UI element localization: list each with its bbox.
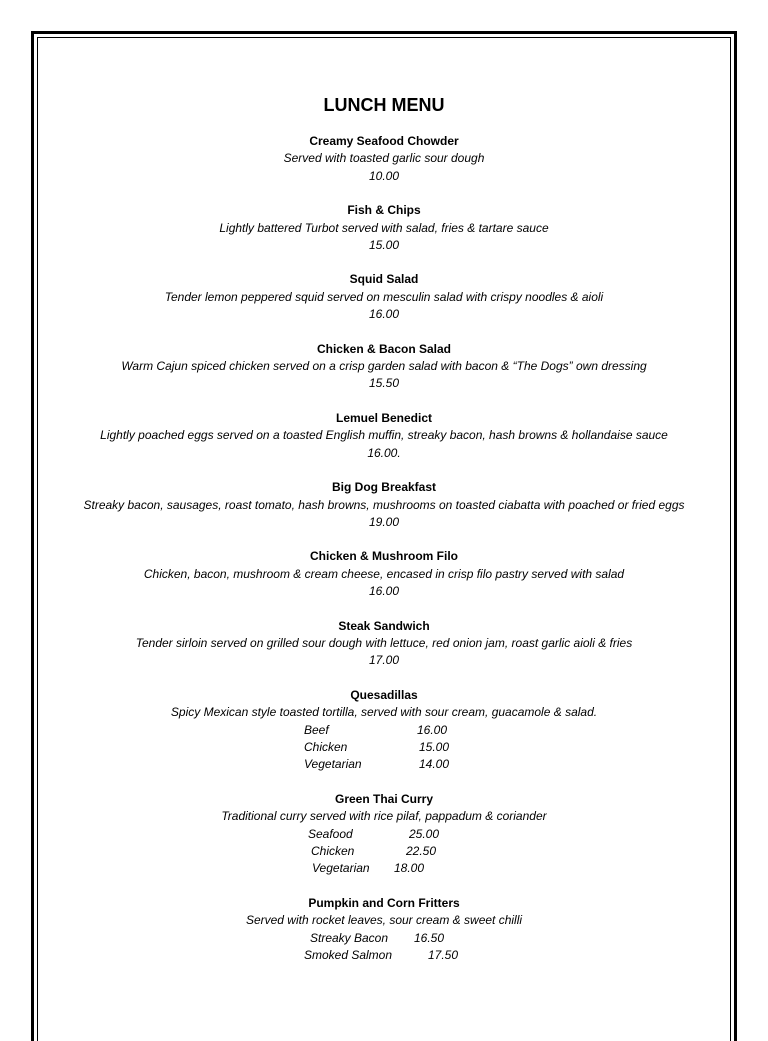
item-option bbox=[302, 843, 439, 860]
item-price: 17.00 bbox=[368, 653, 400, 668]
option-label: Smoked Salmon bbox=[303, 948, 393, 963]
menu-title: LUNCH MENU bbox=[323, 95, 445, 115]
menu-item-green-thai-curry bbox=[40, 791, 728, 878]
item-price: 15.50 bbox=[368, 376, 400, 391]
option-price: 16.00 bbox=[416, 722, 448, 737]
item-option bbox=[304, 722, 449, 739]
menu-item-fish-and-chips bbox=[40, 202, 728, 254]
item-option bbox=[302, 860, 439, 877]
item-description: Lightly battered Turbot served with salad, fries & tartare sauce bbox=[219, 220, 549, 235]
item-name: Lemuel Benedict bbox=[335, 410, 433, 425]
item-name: Creamy Seafood Chowder bbox=[309, 134, 459, 148]
option-price: 15.00 bbox=[418, 739, 450, 754]
item-name: Fish & Chips bbox=[347, 203, 421, 218]
menu-content bbox=[40, 94, 728, 981]
item-name: Chicken & Bacon Salad bbox=[316, 341, 452, 356]
item-description: Served with toasted garlic sour dough bbox=[283, 151, 485, 166]
item-option bbox=[302, 826, 439, 843]
option-price: 22.50 bbox=[405, 844, 437, 858]
option-price: 14.00 bbox=[418, 757, 450, 772]
item-price: 16.00 bbox=[368, 584, 400, 599]
option-label: Chicken bbox=[303, 739, 348, 754]
item-description: Tender lemon peppered squid served on mesculin salad with crispy noodles & aioli bbox=[164, 289, 604, 304]
item-price: 10.00 bbox=[368, 168, 400, 183]
item-price: 15.00 bbox=[368, 238, 400, 253]
menu-item-quesadillas bbox=[40, 687, 728, 774]
item-name: Big Dog Breakfast bbox=[331, 480, 437, 495]
item-name: Steak Sandwich bbox=[338, 618, 430, 633]
item-options bbox=[304, 930, 458, 965]
item-name: Chicken & Mushroom Filo bbox=[309, 549, 458, 564]
menu-item-squid-salad bbox=[40, 271, 728, 323]
item-options bbox=[302, 826, 439, 878]
item-price: 16.00 bbox=[368, 307, 400, 322]
option-price: 18.00 bbox=[393, 861, 425, 876]
item-description: Traditional curry served with rice pilaf, pappadum & coriander bbox=[221, 809, 547, 824]
menu-item-steak-sandwich bbox=[40, 618, 728, 670]
menu-item-pumpkin-corn-fritters bbox=[40, 895, 728, 965]
item-name: Green Thai Curry bbox=[334, 791, 434, 806]
item-name: Squid Salad bbox=[349, 272, 419, 287]
menu-item-chicken-bacon-salad bbox=[40, 341, 728, 393]
item-description: Tender sirloin served on grilled sour dough with lettuce, red onion jam, roast garlic aioli & fries bbox=[135, 635, 633, 650]
item-price: 16.00. bbox=[367, 445, 401, 460]
option-price: 17.50 bbox=[427, 948, 459, 963]
option-label: Vegetarian bbox=[303, 757, 362, 772]
menu-item-lemuel-benedict bbox=[40, 410, 728, 462]
item-option bbox=[304, 947, 458, 964]
option-price: 16.50 bbox=[413, 930, 445, 945]
item-description: Warm Cajun spiced chicken served on a crisp garden salad with bacon & “The Dogs” own dressing bbox=[121, 359, 647, 374]
item-option bbox=[304, 930, 458, 947]
item-name: Pumpkin and Corn Fritters bbox=[308, 895, 460, 910]
item-option bbox=[304, 739, 449, 756]
menu-item-creamy-seafood-chowder bbox=[40, 133, 728, 185]
item-description: Lightly poached eggs served on a toasted English muffin, streaky bacon, hash browns & hollandaise sauce bbox=[100, 428, 668, 443]
item-option bbox=[304, 756, 449, 773]
item-price: 19.00 bbox=[368, 514, 400, 529]
item-description: Spicy Mexican style toasted tortilla, served with sour cream, guacamole & salad. bbox=[170, 705, 598, 720]
menu-item-big-dog-breakfast bbox=[40, 479, 728, 531]
item-name: Quesadillas bbox=[350, 687, 418, 702]
option-label: Seafood bbox=[307, 826, 353, 841]
item-description: Chicken, bacon, mushroom & cream cheese, encased in crisp filo pastry served with salad bbox=[143, 566, 625, 581]
option-label: Streaky Bacon bbox=[309, 930, 389, 945]
menu-item-chicken-mushroom-filo bbox=[40, 548, 728, 600]
item-options bbox=[304, 722, 449, 774]
item-description: Served with rocket leaves, sour cream & sweet chilli bbox=[245, 913, 523, 928]
option-label: Vegetarian bbox=[311, 861, 370, 876]
option-label: Chicken bbox=[310, 844, 355, 858]
item-description: Streaky bacon, sausages, roast tomato, hash browns, mushrooms on toasted ciabatta with poached or fried eggs bbox=[83, 497, 685, 512]
option-label: Beef bbox=[303, 722, 329, 737]
option-price: 25.00 bbox=[408, 826, 440, 841]
